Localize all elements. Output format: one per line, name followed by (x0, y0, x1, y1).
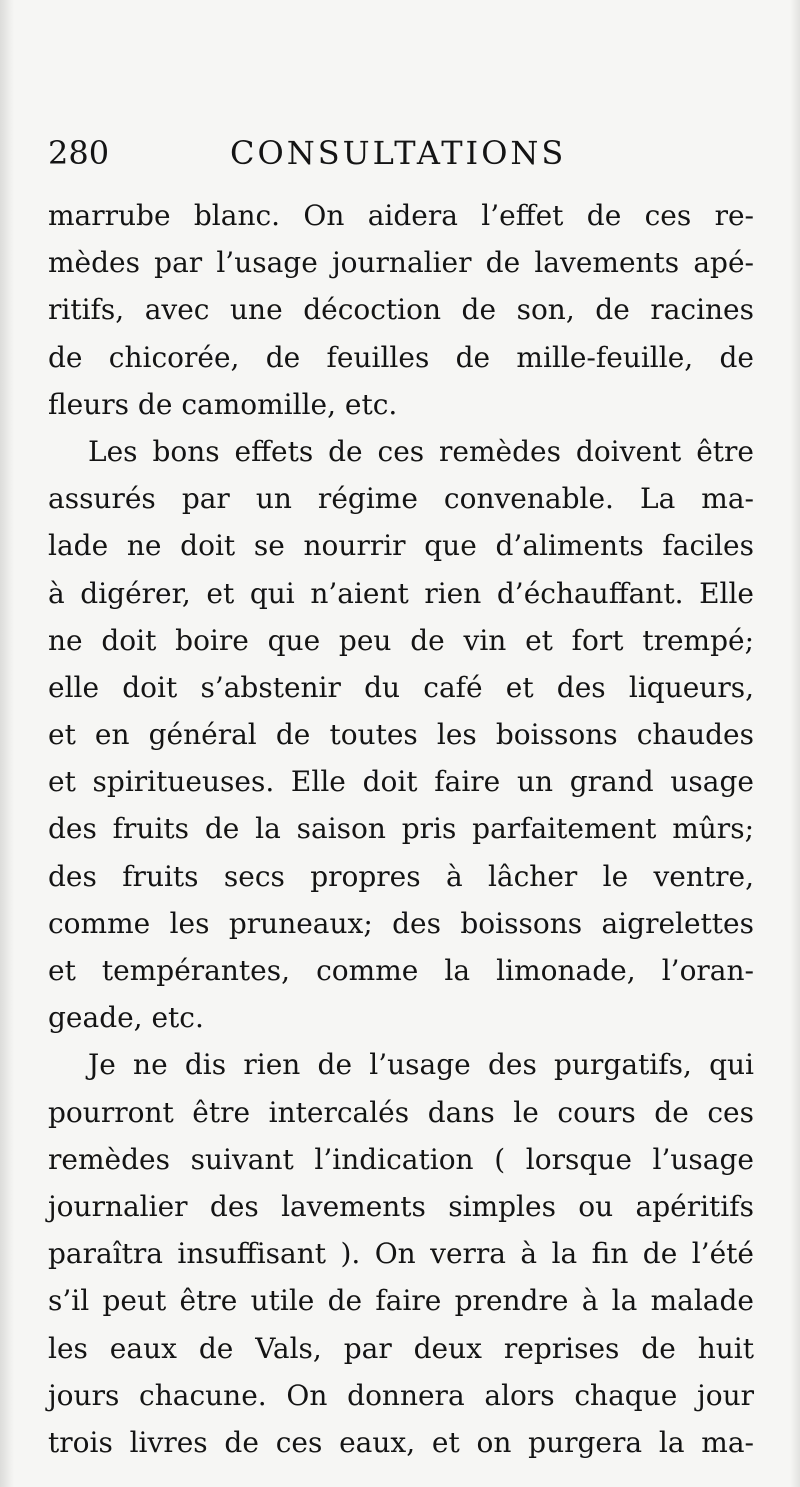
text-line: et tempérantes, comme la limonade, l’oran- (48, 954, 754, 987)
text-line: Je ne dis rien de l’usage des purgatifs, qui (88, 1048, 754, 1082)
text-line: assurés par un régime convenable. La ma- (48, 482, 754, 516)
text-line: trois livres de ces eaux, et on purgera la ma- (48, 1425, 754, 1459)
text-line: ritifs, avec une décoction de son, de racines (48, 293, 754, 327)
text-line: lade ne doit se nourrir que d’aliments faciles (48, 529, 754, 563)
running-title: CONSULTATIONS (230, 134, 567, 172)
text-line: pourront être intercalés dans le cours de ces (48, 1095, 754, 1129)
text-line: paraîtra insuffisant ). On verra à la fin de l’été (48, 1237, 754, 1271)
text-line: et spiritueuses. Elle doit faire un grand usage (48, 765, 754, 799)
page-header (48, 134, 758, 184)
text-line: ne doit boire que peu de vin et fort trempé; (48, 623, 754, 657)
text-line: marrube blanc. On aidera l’effet de ces re- (48, 199, 754, 232)
text-line: remèdes suivant l’indication ( lorsque l’usage (48, 1142, 754, 1176)
page-edge-right (790, 0, 800, 1487)
text-line: et en général de toutes les boissons chaudes (48, 718, 754, 752)
text-line: à digérer, et qui n’aient rien d’échauffant. Elle (48, 576, 754, 610)
page-edge-left (0, 0, 14, 1487)
text-line: geade, etc. (48, 1001, 204, 1035)
text-line: les eaux de Vals, par deux reprises de huit (48, 1331, 754, 1365)
text-line: de chicorée, de feuilles de mille-feuille, de (48, 340, 754, 374)
text-line: comme les pruneaux; des boissons aigrelettes (48, 906, 754, 940)
text-line: journalier des lavements simples ou apéritifs (48, 1189, 754, 1223)
body-text (48, 192, 758, 1466)
text-line: mèdes par l’usage journalier de lavements apé- (48, 246, 754, 280)
text-line: elle doit s’abstenir du café et des liqueurs, (48, 670, 754, 704)
text-line: des fruits de la saison pris parfaitement mûrs; (48, 812, 754, 846)
text-line: fleurs de camomille, etc. (48, 387, 398, 421)
text-line: Les bons effets de ces remèdes doivent être (88, 434, 754, 468)
text-line: jours chacune. On donnera alors chaque jour (48, 1378, 754, 1412)
text-line: des fruits secs propres à lâcher le ventre, (48, 859, 754, 893)
page-number: 280 (48, 134, 110, 172)
text-line: s’il peut être utile de faire prendre à la malade (48, 1284, 754, 1318)
